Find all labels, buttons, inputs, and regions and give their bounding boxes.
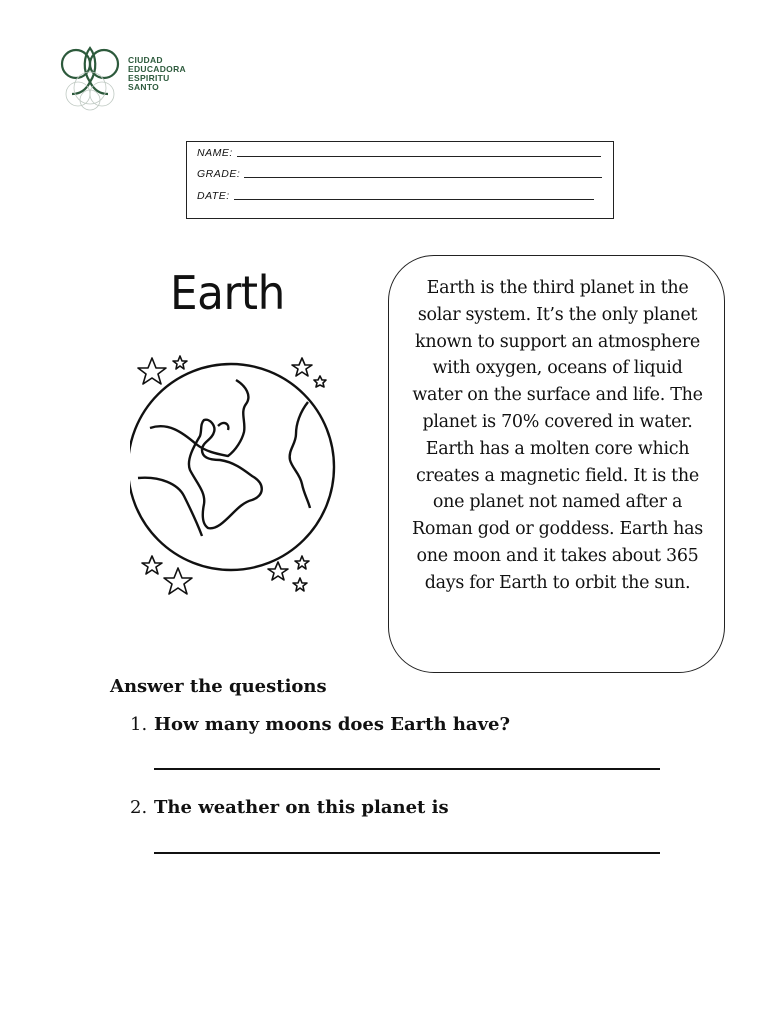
grade-row	[197, 168, 602, 180]
date-label: DATE:	[197, 190, 230, 202]
student-info-box	[186, 141, 614, 219]
question-1-number: 1.	[130, 714, 148, 735]
date-row	[197, 190, 594, 202]
logo-line-3: ESPIRITU	[128, 73, 170, 83]
answer-line-1[interactable]	[154, 768, 660, 770]
question-1	[130, 714, 510, 735]
name-field[interactable]	[237, 156, 601, 157]
page-title: Earth	[170, 266, 285, 320]
logo-line-4: SANTO	[128, 82, 160, 92]
question-2-text: The weather on this planet is	[154, 797, 449, 818]
answer-line-2[interactable]	[154, 852, 660, 854]
date-field[interactable]	[234, 199, 594, 200]
grade-label: GRADE:	[197, 168, 241, 180]
name-row	[197, 147, 601, 159]
question-2-number: 2.	[130, 797, 148, 818]
grade-field[interactable]	[244, 177, 602, 178]
questions-heading: Answer the questions	[110, 676, 327, 697]
logo-line-2: EDUCADORA	[128, 64, 186, 74]
logo-text	[128, 56, 186, 92]
question-2	[130, 797, 449, 818]
earth-globe-illustration	[130, 350, 350, 600]
name-label: NAME:	[197, 147, 233, 159]
earth-facts-text: Earth is the third planet in the solar system. It’s the only planet known to support an atmosphere with oxygen, oceans of liquid water on the surface and life. The planet is 70% covered in water. Earth has a molten core which creates a magnetic field. It is the one planet not named after a Roman god or goddess. Earth has one moon and it takes about 365 days for Earth to orbit the sun.	[412, 278, 703, 593]
logo-line-1: CIUDAD	[128, 55, 163, 65]
question-1-text: How many moons does Earth have?	[154, 714, 511, 735]
